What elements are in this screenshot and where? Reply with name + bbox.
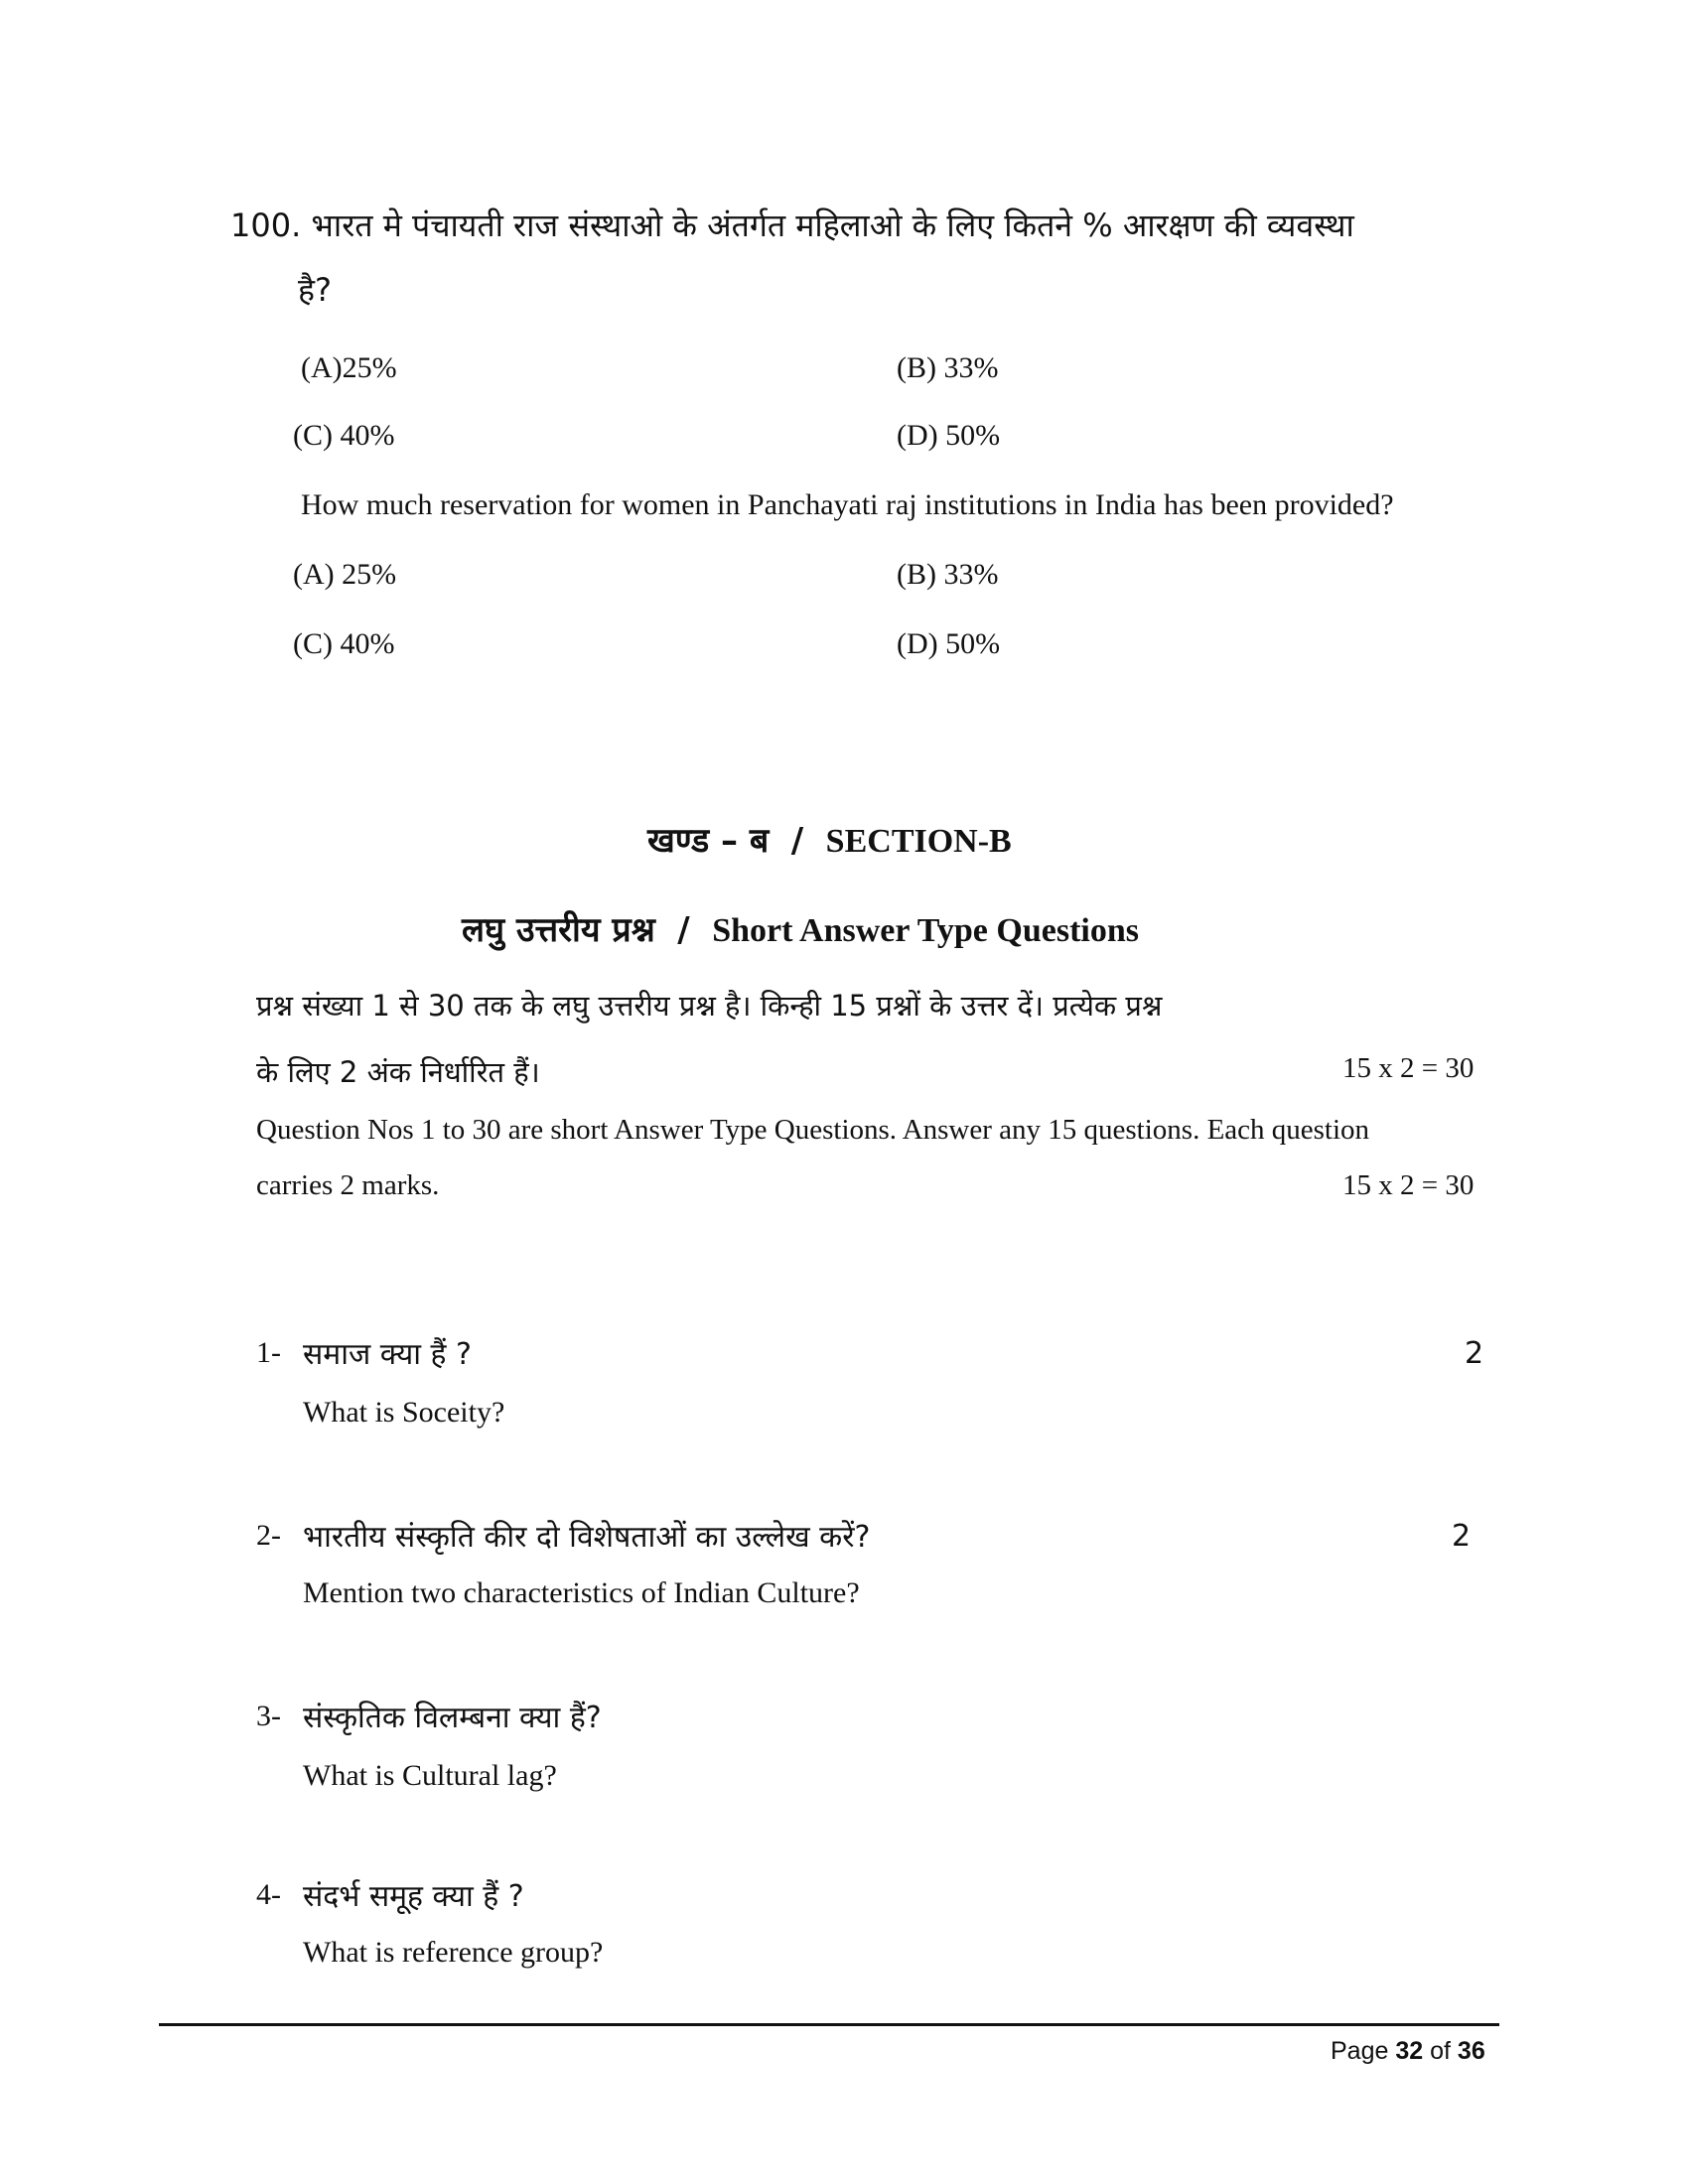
question-2-marks: 2 xyxy=(1452,1519,1472,1554)
section-sub-english: Short Answer Type Questions xyxy=(712,912,1139,949)
instructions-hindi-line1: प्रश्न संख्या 1 से 30 तक के लघु उत्तरीय प्रश्न है। किन्ही 15 प्रश्नों के उत्तर दें। प्रत्येक प्रश्न xyxy=(256,989,1163,1023)
q100-english-option-b: (B) 33% xyxy=(897,558,999,591)
q100-hindi-line1: 100. भारत मे पंचायती राज संस्थाओ के अंतर्गत महिलाओ के लिए कितने % आरक्षण की व्यवस्था xyxy=(230,206,1354,244)
question-1-number: 1- xyxy=(256,1336,281,1369)
question-1-english: What is Soceity? xyxy=(303,1396,505,1429)
footer-rule xyxy=(159,2023,1499,2026)
section-hindi-title: खण्ड – ब xyxy=(647,821,770,861)
q100-english-option-c: (C) 40% xyxy=(293,627,395,660)
section-subheading xyxy=(462,905,1139,951)
question-2-number: 2- xyxy=(256,1519,281,1552)
q100-hindi-option-d: (D) 50% xyxy=(897,419,1001,452)
q100-hindi-option-c: (C) 40% xyxy=(293,419,395,452)
section-english-title: SECTION-B xyxy=(825,823,1012,860)
q100-english-option-d: (D) 50% xyxy=(897,627,1001,660)
page-total: 36 xyxy=(1457,2037,1485,2065)
question-3-number: 3- xyxy=(256,1700,281,1732)
page-current: 32 xyxy=(1395,2037,1424,2065)
page-number xyxy=(1331,2037,1485,2066)
q100-hindi-option-b: (B) 33% xyxy=(897,351,999,384)
instructions-hindi-line2: के लिए 2 अंक निर्धारित हैं। xyxy=(256,1055,540,1089)
page-word: Page xyxy=(1331,2037,1389,2065)
question-1-hindi: समाज क्या हैं ? xyxy=(303,1337,472,1372)
q100-english-option-a: (A) 25% xyxy=(293,558,397,591)
instructions-english-line1: Question Nos 1 to 30 are short Answer Type Questions. Answer any 15 questions. Each question xyxy=(256,1114,1370,1146)
question-2-english: Mention two characteristics of Indian Culture? xyxy=(303,1576,860,1609)
instructions-english-marks: 15 x 2 = 30 xyxy=(1342,1169,1475,1201)
q100-hindi-line2: है? xyxy=(298,271,332,309)
section-heading xyxy=(647,816,1012,862)
q100-english-text: How much reservation for women in Panchayati raj institutions in India has been provided? xyxy=(301,488,1394,521)
section-sub-separator: / xyxy=(677,910,690,950)
section-separator: / xyxy=(790,821,804,861)
question-1-marks: 2 xyxy=(1465,1336,1484,1371)
question-2-hindi: भारतीय संस्कृति कीर दो विशेषताओं का उल्लेख करें? xyxy=(303,1520,871,1555)
question-3-english: What is Cultural lag? xyxy=(303,1759,557,1792)
page-of-word: of xyxy=(1430,2037,1451,2065)
question-4-hindi: संदर्भ समूह क्या हैं ? xyxy=(303,1879,524,1914)
instructions-hindi-marks: 15 x 2 = 30 xyxy=(1342,1052,1475,1084)
question-3-hindi: संस्कृतिक विलम्बना क्या हैं? xyxy=(303,1701,602,1735)
instructions-english-line2: carries 2 marks. xyxy=(256,1169,440,1201)
section-sub-hindi: लघु उत्तरीय प्रश्न xyxy=(462,910,655,950)
question-4-english: What is reference group? xyxy=(303,1936,604,1969)
q100-hindi-option-a: (A)25% xyxy=(301,351,397,384)
question-4-number: 4- xyxy=(256,1878,281,1911)
